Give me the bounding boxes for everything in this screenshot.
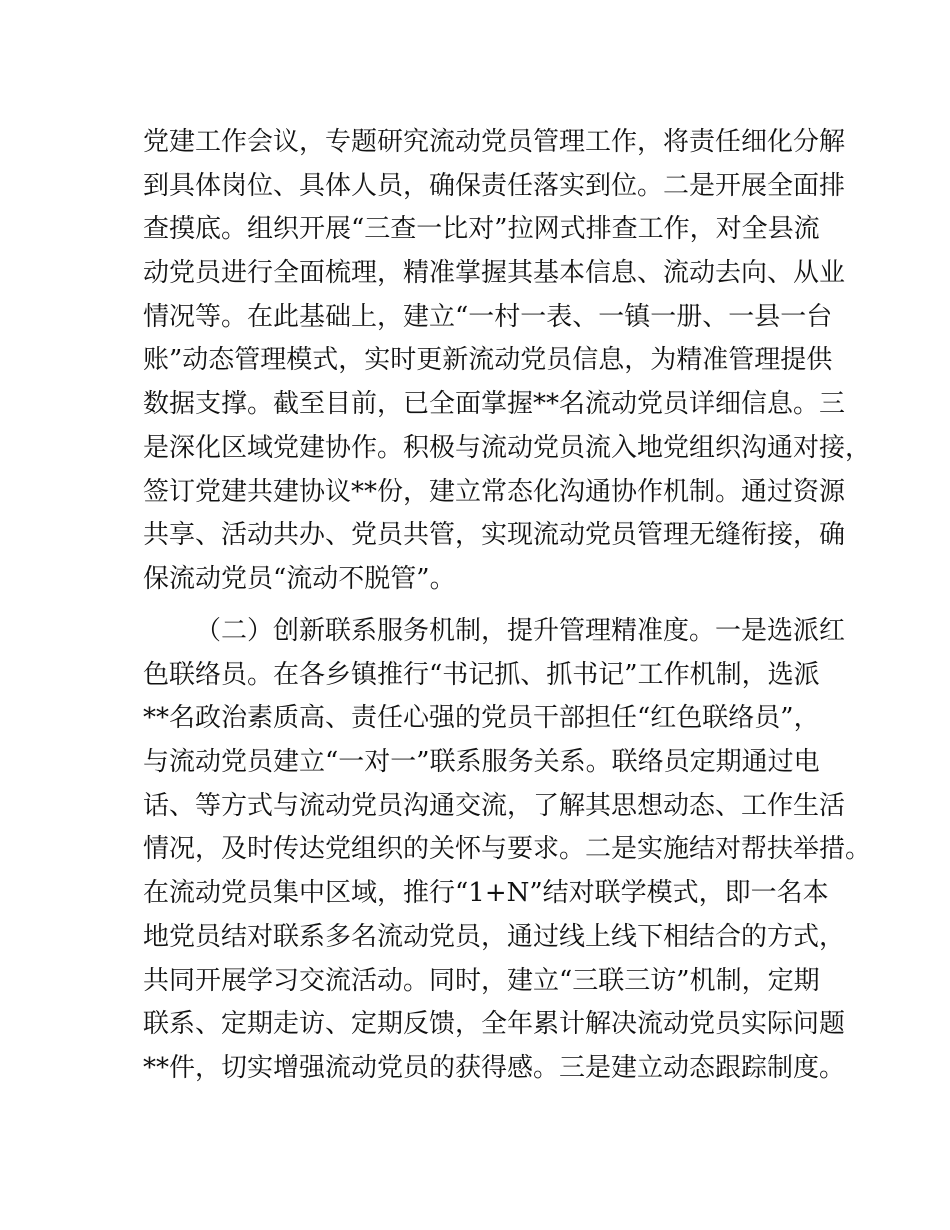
text-line: 是深化区域党建协作。积极与流动党员流入地党组织沟通对接， bbox=[143, 432, 872, 463]
text-line: （二）创新联系服务机制，提升管理精准度。一是选派红 bbox=[195, 616, 846, 646]
text-line: 地党员结对联系多名流动党员，通过线上线下相结合的方式， bbox=[143, 921, 846, 952]
text-line: 共同开展学习交流活动。同时，建立“三联三访”机制，定期 bbox=[143, 965, 820, 996]
paragraph-1 bbox=[143, 121, 872, 602]
text-line: 查摸底。组织开展“三查一比对”拉网式排查工作，对全县流 bbox=[143, 214, 820, 245]
text-line: 签订党建共建协议**份，建立常态化沟通协作机制。通过资源 bbox=[143, 476, 846, 507]
text-line: **名政治素质高、责任心强的党员干部担任“红色联络员”， bbox=[143, 703, 820, 734]
text-line: 色联络员。在各乡镇推行“书记抓、抓书记”工作机制，选派 bbox=[143, 659, 820, 690]
text-line: 共享、活动共办、党员共管，实现流动党员管理无缝衔接，确 bbox=[143, 520, 846, 551]
text-line: 在流动党员集中区域，推行“1+N”结对联学模式，即一名本 bbox=[143, 878, 829, 909]
text-line: 情况，及时传达党组织的关怀与要求。二是实施结对帮扶举措。 bbox=[143, 834, 872, 865]
text-line: 与流动党员建立“一对一”联系服务关系。联络员定期通过电 bbox=[143, 747, 820, 778]
text-line: 到具体岗位、具体人员，确保责任落实到位。二是开展全面排 bbox=[143, 170, 846, 201]
text-line: **件，切实增强流动党员的获得感。三是建立动态跟踪制度。 bbox=[143, 1052, 846, 1083]
text-line: 联系、定期走访、定期反馈，全年累计解决流动党员实际问题 bbox=[143, 1009, 846, 1040]
text-line: 情况等。在此基础上，建立“一村一表、一镇一册、一县一台 bbox=[143, 301, 833, 332]
text-line: 党建工作会议，专题研究流动党员管理工作，将责任细化分解 bbox=[143, 127, 846, 157]
text-line: 保流动党员“流动不脱管”。 bbox=[143, 563, 456, 594]
text-line: 账”动态管理模式，实时更新流动党员信息，为精准管理提供 bbox=[143, 345, 833, 376]
paragraph-2 bbox=[143, 610, 872, 1091]
text-line: 话、等方式与流动党员沟通交流，了解其思想动态、工作生活 bbox=[143, 790, 846, 821]
text-line: 数据支撑。截至目前，已全面掌握**名流动党员详细信息。三 bbox=[143, 389, 846, 420]
text-line: 动党员进行全面梳理，精准掌握其基本信息、流动去向、从业 bbox=[143, 258, 846, 289]
